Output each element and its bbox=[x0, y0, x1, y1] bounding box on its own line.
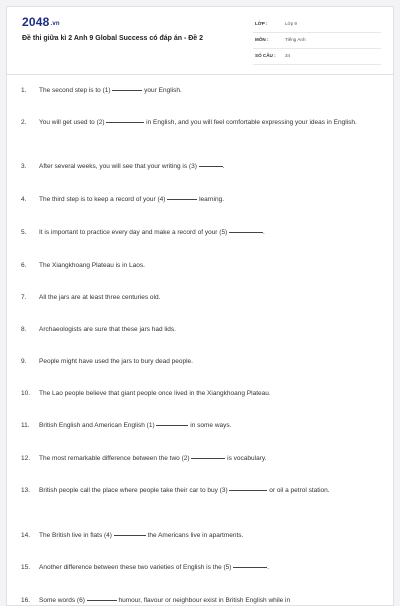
meta-label-subject: MÔN : bbox=[255, 37, 269, 42]
meta-label-count: SỐ CÂU : bbox=[255, 53, 276, 58]
meta-row-count bbox=[253, 49, 381, 65]
question-text bbox=[39, 595, 373, 606]
question-text bbox=[39, 227, 373, 238]
answer-blank[interactable] bbox=[87, 600, 117, 601]
question-text-part: The most remarkable difference between the two (2) bbox=[39, 455, 190, 462]
meta-row-subject bbox=[253, 33, 381, 49]
answer-blank[interactable] bbox=[233, 567, 267, 568]
question-text-part: . bbox=[267, 564, 270, 571]
site-logo[interactable] bbox=[22, 15, 60, 29]
question-number: 4. bbox=[21, 196, 27, 203]
question-number: 9. bbox=[21, 358, 27, 365]
question-text-part: is vocabulary. bbox=[227, 455, 267, 462]
question-text bbox=[39, 161, 373, 172]
exam-title: Đề thi giữa kì 2 Anh 9 Global Success có đáp án - Đề 2 bbox=[22, 35, 204, 42]
question-text bbox=[39, 324, 373, 335]
question-number: 15. bbox=[21, 564, 31, 571]
answer-blank[interactable] bbox=[191, 458, 225, 459]
question-text-part: learning. bbox=[199, 196, 225, 203]
question-text-part: It is important to practice every day and make a record of your (5) bbox=[39, 229, 228, 236]
meta-value-subject: Tiếng Anh bbox=[285, 37, 306, 42]
question-text-part: The British live in flats (4) bbox=[39, 532, 112, 539]
question-text-part: the Americans live in apartments. bbox=[147, 532, 244, 539]
page-header bbox=[7, 7, 394, 75]
exam-page bbox=[6, 6, 394, 606]
question-text bbox=[39, 453, 373, 464]
answer-blank[interactable] bbox=[156, 425, 188, 426]
question-text bbox=[39, 356, 373, 367]
question-number: 2. bbox=[21, 119, 27, 126]
header-divider bbox=[7, 74, 394, 75]
meta-row-class bbox=[253, 17, 381, 33]
meta-label-class: LỚP : bbox=[255, 21, 268, 26]
question-number: 1. bbox=[21, 87, 27, 94]
meta-value-count: 34 bbox=[285, 53, 291, 58]
answer-blank[interactable] bbox=[199, 166, 223, 167]
question-text bbox=[39, 85, 373, 96]
question-text bbox=[39, 530, 373, 541]
question-number: 11. bbox=[21, 422, 30, 429]
question-text bbox=[39, 485, 373, 496]
question-text-part: The third step is to keep a record of your (4) bbox=[39, 196, 166, 203]
question-number: 7. bbox=[21, 294, 27, 301]
answer-blank[interactable] bbox=[229, 232, 263, 233]
question-text-part: in some ways. bbox=[190, 422, 232, 429]
question-number: 16. bbox=[21, 597, 31, 604]
question-text-part: in English, and you will feel comfortable expressing your ideas in English. bbox=[146, 119, 357, 126]
logo-text: 2048 bbox=[22, 15, 50, 29]
question-text bbox=[39, 562, 373, 573]
question-text-part: You will get used to (2) bbox=[39, 119, 105, 126]
question-number: 3. bbox=[21, 163, 27, 170]
question-text-part: After several weeks, you will see that your writing is (3) bbox=[39, 163, 197, 170]
question-number: 8. bbox=[21, 326, 27, 333]
question-text bbox=[39, 420, 373, 431]
meta-value-class: Lớp 9 bbox=[285, 21, 297, 26]
question-number: 13. bbox=[21, 487, 31, 494]
question-number: 14. bbox=[21, 532, 31, 539]
question-text-part: humour, flavour or neighbour exist in British English while in bbox=[118, 597, 291, 604]
question-text-part: Archaeologists are sure that these jars had lids. bbox=[39, 326, 176, 333]
question-text bbox=[39, 292, 373, 303]
question-text-part: Some words (6) bbox=[39, 597, 85, 604]
question-text bbox=[39, 117, 373, 128]
exam-meta bbox=[253, 17, 381, 65]
question-text-part: . bbox=[222, 163, 225, 170]
question-text-part: The second step is to (1) bbox=[39, 87, 111, 94]
answer-blank[interactable] bbox=[114, 535, 146, 536]
answer-blank[interactable] bbox=[106, 122, 144, 123]
answer-blank[interactable] bbox=[229, 490, 267, 491]
question-text bbox=[39, 194, 373, 205]
question-number: 5. bbox=[21, 229, 27, 236]
question-text-part: or oil a petrol station. bbox=[269, 487, 330, 494]
logo-suffix: .vn bbox=[50, 21, 60, 27]
question-text-part: British English and American English (1) bbox=[39, 422, 155, 429]
question-text-part: your English. bbox=[144, 87, 182, 94]
question-text-part: British people call the place where people take their car to buy (3) bbox=[39, 487, 228, 494]
question-text-part: Another difference between these two varieties of English is the (5) bbox=[39, 564, 232, 571]
question-text bbox=[39, 260, 373, 271]
question-number: 12. bbox=[21, 455, 31, 462]
question-text-part: All the jars are at least three centuries old. bbox=[39, 294, 161, 301]
answer-blank[interactable] bbox=[112, 90, 142, 91]
question-text-part: The Xiangkhoang Plateau is in Laos. bbox=[39, 262, 145, 269]
question-text-part: People might have used the jars to bury dead people. bbox=[39, 358, 193, 365]
question-text-part: . bbox=[263, 229, 265, 236]
question-number: 6. bbox=[21, 262, 27, 269]
question-number: 10. bbox=[21, 390, 31, 397]
question-text-part: The Lao people believe that giant people once lived in the Xiangkhoang Plateau. bbox=[39, 390, 271, 397]
question-text bbox=[39, 388, 373, 399]
answer-blank[interactable] bbox=[167, 199, 197, 200]
